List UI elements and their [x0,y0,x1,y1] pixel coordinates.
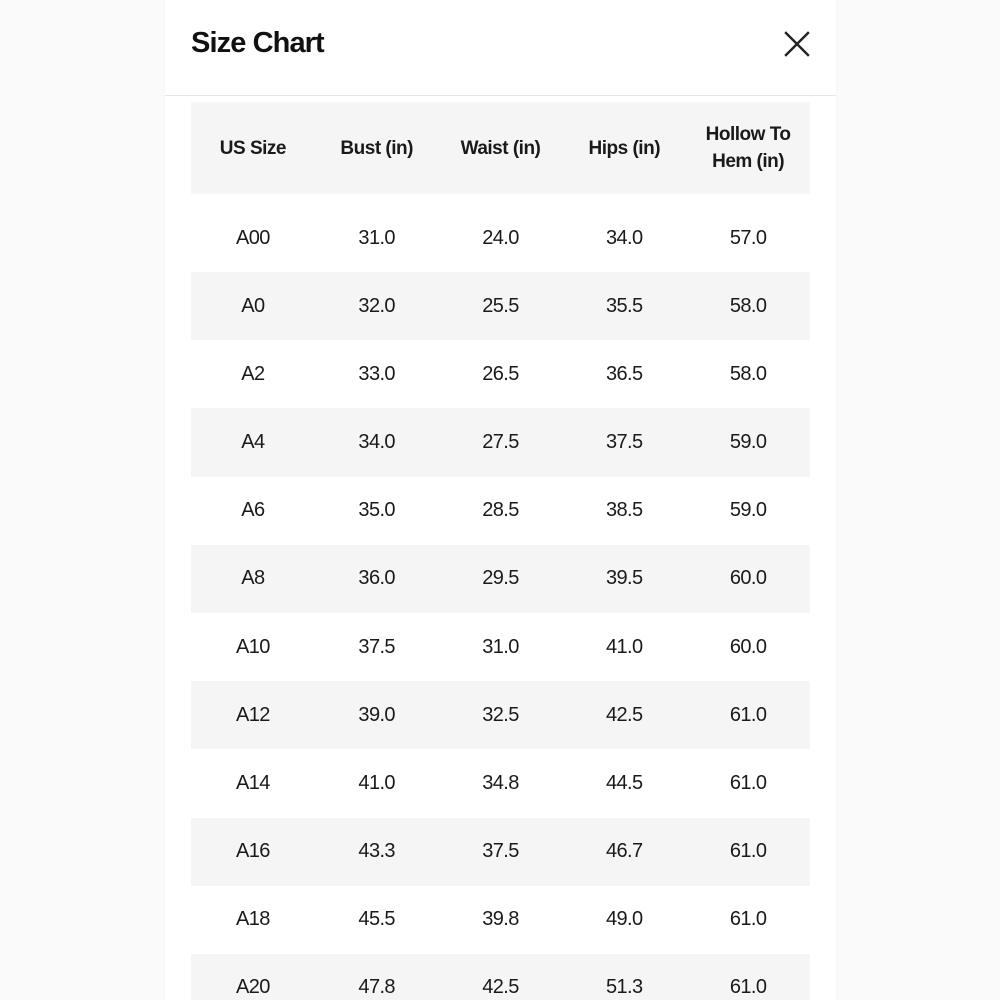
cell-hips: 36.5 [606,362,643,385]
header-hollow-to-hem: Hollow To Hem (in) [686,102,810,194]
cell-bust: 36.0 [315,545,439,613]
cell-hips: 51.3 [562,954,686,1000]
close-button[interactable] [777,24,817,64]
close-icon [777,24,817,64]
cell-bust: 32.0 [315,272,439,340]
cell-bust: 31.0 [358,226,395,249]
cell-hollow-to-hem: 59.0 [686,408,810,476]
cell-hips: 35.5 [562,272,686,340]
cell-hollow-to-hem: 61.0 [686,681,810,749]
header-hips: Hips (in) [562,102,686,194]
cell-waist: 26.5 [482,362,519,385]
cell-hollow-to-hem: 60.0 [686,545,810,613]
cell-hollow-to-hem: 57.0 [729,226,767,249]
cell-bust: 39.0 [315,681,439,749]
cell-waist: 28.5 [482,499,519,522]
cell-waist: 39.8 [482,908,519,931]
size-table-header [191,102,810,194]
cell-us-size: A12 [191,681,315,749]
size-table-container [191,102,810,1000]
cell-hips: 44.5 [606,771,643,794]
cell-waist: 31.0 [482,635,519,658]
cell-hollow-to-hem: 61.0 [686,818,810,886]
table-row [191,818,810,886]
table-row [191,545,810,613]
cell-hips: 37.5 [562,408,686,476]
size-chart-modal [165,0,836,1000]
cell-bust: 47.8 [315,954,439,1000]
cell-waist: 24.0 [482,226,519,249]
cell-hips: 34.0 [606,226,643,249]
cell-bust: 41.0 [358,771,395,794]
cell-bust: 43.3 [315,818,439,886]
cell-us-size: A4 [191,408,315,476]
cell-waist: 29.5 [439,545,563,613]
table-row [191,954,810,1000]
cell-waist: 34.8 [482,771,519,794]
cell-hips: 42.5 [562,681,686,749]
cell-bust: 34.0 [315,408,439,476]
cell-us-size: A16 [191,818,315,886]
table-row [191,613,810,681]
size-table [191,102,810,1000]
modal-header [165,0,836,96]
cell-us-size: A6 [241,499,265,522]
cell-us-size: A14 [236,771,270,794]
cell-hollow-to-hem: 61.0 [729,908,767,931]
cell-hips: 41.0 [606,635,643,658]
table-row [191,749,810,817]
table-row [191,272,810,340]
cell-bust: 33.0 [358,362,395,385]
cell-hollow-to-hem: 59.0 [729,499,767,522]
cell-hips: 38.5 [606,499,643,522]
cell-us-size: A00 [236,226,270,249]
cell-us-size: A18 [236,908,270,931]
modal-title: Size Chart [191,27,324,59]
cell-hips: 39.5 [562,545,686,613]
header-row [191,102,810,194]
table-row [191,477,810,545]
table-row [191,886,810,954]
header-waist: Waist (in) [439,102,563,194]
cell-us-size: A20 [191,954,315,1000]
cell-waist: 27.5 [439,408,563,476]
cell-hollow-to-hem: 58.0 [729,362,767,385]
cell-hollow-to-hem: 61.0 [686,954,810,1000]
cell-us-size: A8 [191,545,315,613]
cell-waist: 37.5 [439,818,563,886]
table-row [191,340,810,408]
cell-hips: 46.7 [562,818,686,886]
cell-hollow-to-hem: 61.0 [729,771,767,794]
cell-hips: 49.0 [606,908,643,931]
table-row [191,408,810,476]
cell-hollow-to-hem: 60.0 [729,635,767,658]
cell-us-size: A10 [236,635,270,658]
cell-bust: 35.0 [358,499,395,522]
cell-us-size: A0 [191,272,315,340]
cell-us-size: A2 [241,362,265,385]
header-bust: Bust (in) [315,102,439,194]
cell-hollow-to-hem: 58.0 [686,272,810,340]
cell-waist: 42.5 [439,954,563,1000]
cell-bust: 45.5 [358,908,395,931]
cell-waist: 25.5 [439,272,563,340]
table-row [191,194,810,272]
size-table-body [191,194,810,1000]
cell-waist: 32.5 [439,681,563,749]
header-us-size: US Size [191,102,315,194]
table-row [191,681,810,749]
cell-bust: 37.5 [358,635,395,658]
